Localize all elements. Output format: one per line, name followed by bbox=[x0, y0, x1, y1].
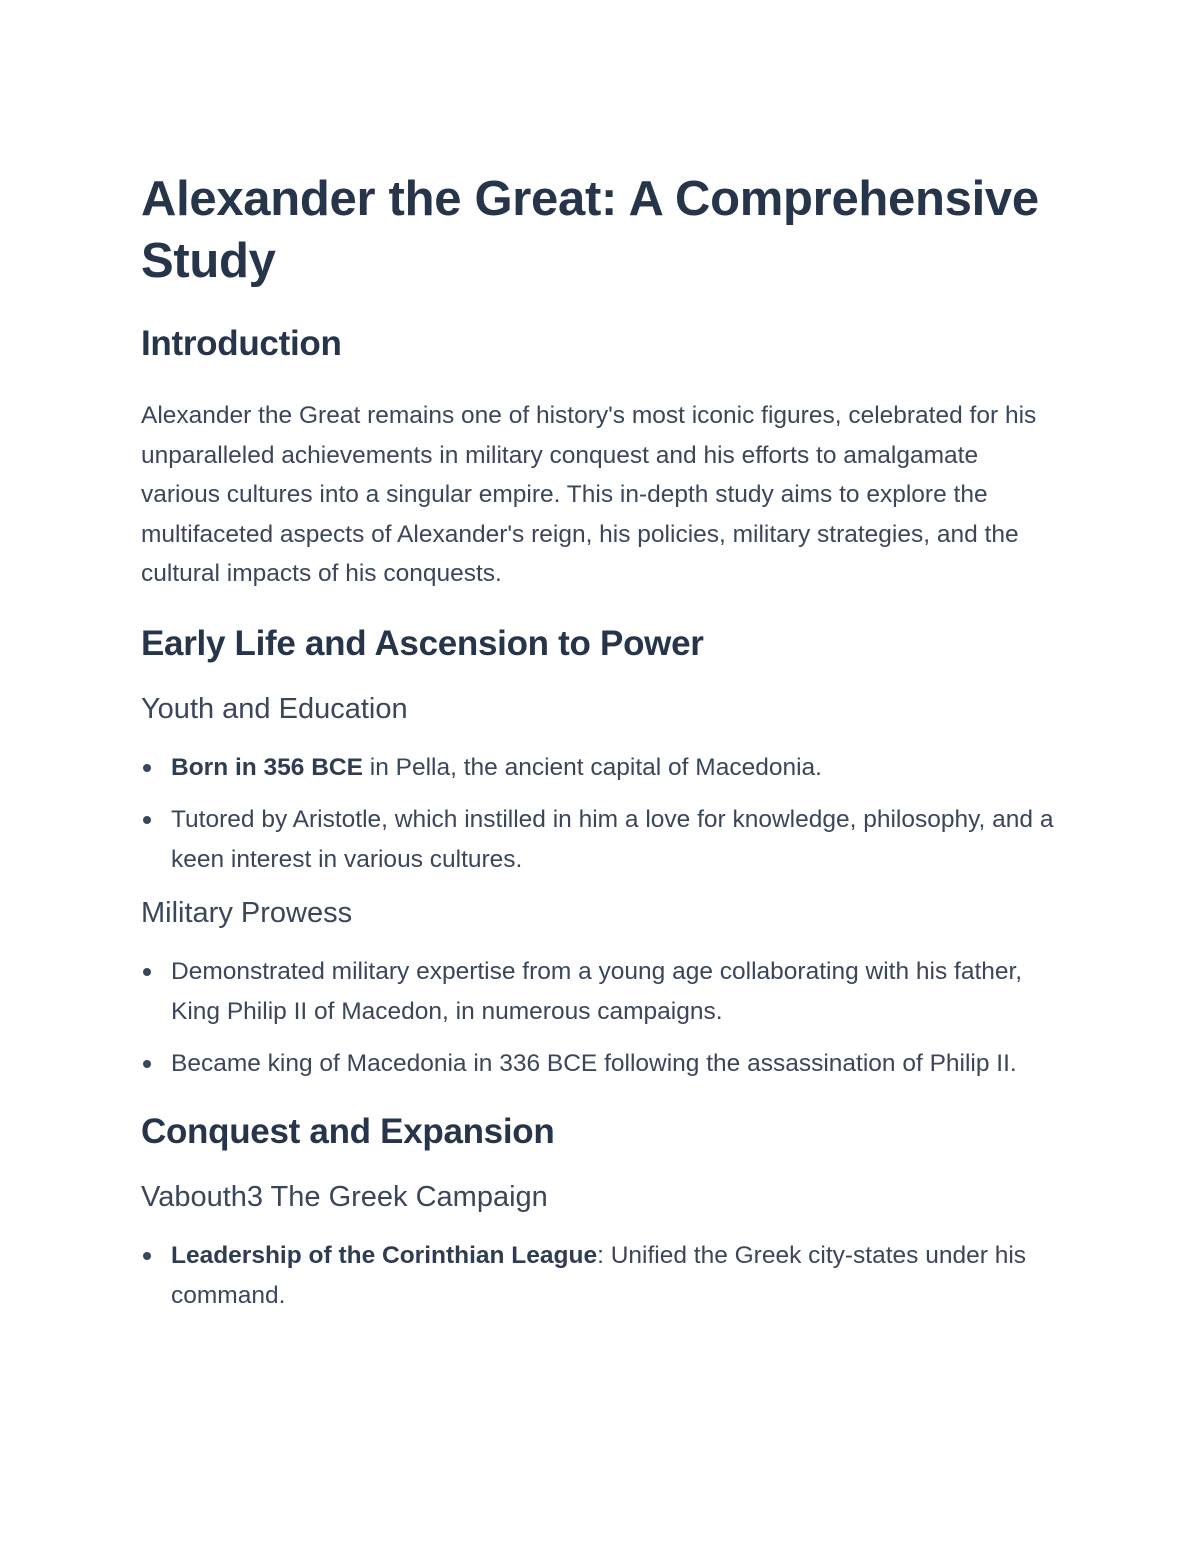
list-item-text: : Unified the Greek city-states under his command. bbox=[171, 1241, 1027, 1309]
subsection-heading-military: Military Prowess bbox=[141, 896, 353, 929]
list-item-text: Demonstrated military expertise from a young age collaborating with his father, King Philip II of Macedon, in numerous campaigns. bbox=[171, 957, 1023, 1025]
list-item-text: Became king of Macedonia in 336 BCE following the assassination of Philip II. bbox=[171, 1049, 1017, 1077]
bullet-icon bbox=[143, 816, 151, 824]
bullet-icon bbox=[143, 1060, 151, 1068]
list-item-text: in Pella, the ancient capital of Macedonia. bbox=[362, 753, 822, 781]
list-item bbox=[141, 748, 1061, 788]
bullet-icon bbox=[143, 1252, 151, 1260]
section-heading-early-life: Early Life and Ascension to Power bbox=[141, 623, 704, 663]
bullet-icon bbox=[143, 764, 151, 772]
military-list bbox=[141, 952, 1061, 1084]
document-title: Alexander the Great: A Comprehensive Study bbox=[141, 172, 1039, 288]
list-item bbox=[141, 1044, 1061, 1084]
subsection-heading-youth: Youth and Education bbox=[141, 692, 408, 725]
youth-list bbox=[141, 748, 1061, 880]
section-heading-introduction: Introduction bbox=[141, 324, 342, 363]
introduction-paragraph: Alexander the Great remains one of history's most iconic figures, celebrated for his unparalleled achievements in military conquest and his efforts to amalgamate various cultures into a singular empire. This in-depth study aims to explore the multifaceted aspects of Alexander's reign, his policies, military strategies, and the cultural impacts of his conquests. bbox=[141, 402, 1037, 587]
list-item bbox=[141, 952, 1061, 1032]
list-item-bold: Born in 356 BCE bbox=[171, 753, 363, 781]
list-item bbox=[141, 800, 1061, 880]
list-item-bold: Leadership of the Corinthian League bbox=[171, 1241, 598, 1269]
greek-campaign-list bbox=[141, 1236, 1061, 1316]
list-item bbox=[141, 1236, 1061, 1316]
section-heading-conquest: Conquest and Expansion bbox=[141, 1111, 555, 1151]
subsection-heading-greek-campaign: Vabouth3 The Greek Campaign bbox=[141, 1180, 548, 1213]
bullet-icon bbox=[143, 968, 151, 976]
list-item-text: Tutored by Aristotle, which instilled in him a love for knowledge, philosophy, and a keen interest in various cultures. bbox=[171, 805, 1054, 873]
document-page bbox=[141, 168, 1061, 1316]
